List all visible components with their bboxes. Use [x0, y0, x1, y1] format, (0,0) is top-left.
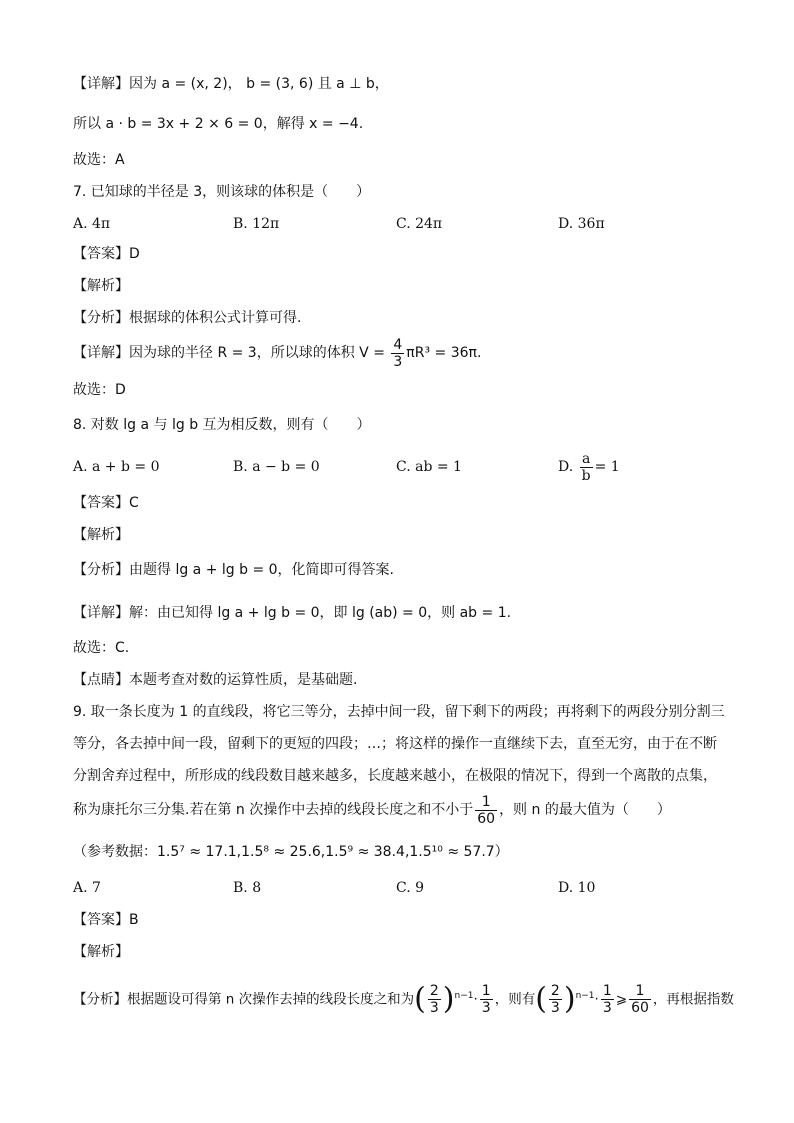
- question-9-analysis-heading: 【解析】: [73, 944, 129, 960]
- fraction-four-thirds: $\frac{4}{3}$: [393, 336, 403, 370]
- question-7-detail: 【详解】因为球的半径 R = 3，所以球的体积 V = $\frac{4}{3}$ πR³ = 36π.: [73, 336, 482, 370]
- fraction-two-thirds-2: $\frac{2}{3}$: [550, 983, 560, 1016]
- question-8-choice: 故选：C.: [73, 640, 130, 656]
- question-7-option-d: D. 36π: [558, 216, 605, 232]
- question-9-analysis: 【分析】根据题设可得第 n 次操作去掉的线段长度之和为( $\frac{2}{3}$ )$^{n-1}$· $\frac{1}{3}$ ，则有( $\frac{2}{3}$ )$^{n-1}$· $\frac{1}{3}$ ⩾ $\frac{1}{60}$ ，再根据指数: [73, 981, 734, 1017]
- question-9-option-b: B. 8: [233, 880, 262, 896]
- question-7-option-c: C. 24π: [396, 216, 443, 232]
- question-9-option-d: D. 10: [558, 880, 596, 896]
- question-7-analysis: 【分析】根据球的体积公式计算可得.: [73, 310, 302, 326]
- question-9-option-c: C. 9: [396, 880, 425, 896]
- fraction-a-over-b: $\frac{a}{b}$: [581, 450, 591, 484]
- question-7-option-a: A. 4π: [73, 216, 111, 232]
- question-8-remark: 【点睛】本题考查对数的运算性质，是基础题.: [73, 672, 358, 688]
- question-8-detail: 【详解】解：由已知得 lg a + lg b = 0，即 lg (ab) = 0，则 ab = 1.: [73, 605, 512, 621]
- solution-line-1: 【详解】因为 a = (x, 2)， b = (3, 6) 且 a ⊥ b，: [73, 76, 389, 92]
- question-8-stem: 8. 对数 lg a 与 lg b 互为相反数，则有（ ）: [73, 417, 371, 433]
- fraction-one-sixtieth-2: $\frac{1}{60}$: [631, 983, 649, 1016]
- question-9-reference-data: （参考数据：1.5⁷ ≈ 17.1,1.5⁸ ≈ 25.6,1.5⁹ ≈ 38.4,1.5¹⁰ ≈ 57.7）: [73, 844, 509, 860]
- question-8-option-c: C. ab = 1: [396, 459, 462, 475]
- question-9-option-a: A. 7: [73, 880, 101, 896]
- fraction-one-third-2: $\frac{1}{3}$: [602, 983, 612, 1016]
- question-7-analysis-heading: 【解析】: [73, 278, 129, 294]
- question-9-line-4: 称为康托尔三分集.若在第 n 次操作中去掉的线段长度之和不小于 $\frac{1}{60}$ ，则 n 的最大值为（ ）: [73, 793, 671, 827]
- fraction-one-third: $\frac{1}{3}$: [481, 983, 491, 1016]
- question-9-answer: 【答案】B: [73, 912, 139, 928]
- question-7-option-b: B. 12π: [233, 216, 280, 232]
- question-8-analysis: 【分析】由题得 lg a + lg b = 0，化简即可得答案.: [73, 562, 394, 578]
- question-8-option-d: D. $\frac{a}{b}$ = 1: [558, 450, 620, 484]
- question-7-stem: 7. 已知球的半径是 3，则该球的体积是（ ）: [73, 184, 371, 200]
- solution-line-2: 所以 a · b = 3x + 2 × 6 = 0，解得 x = −4.: [73, 116, 364, 132]
- question-8-option-b: B. a − b = 0: [233, 459, 320, 475]
- question-7-answer: 【答案】D: [73, 246, 140, 262]
- fraction-two-thirds: $\frac{2}{3}$: [429, 983, 439, 1016]
- question-9-line-2: 等分，各去掉中间一段，留剩下的更短的四段；…；将这样的操作一直继续下去，直至无穷，由于在不断: [73, 736, 717, 752]
- question-7-choice: 故选：D: [73, 382, 126, 398]
- question-9-line-1: 9. 取一条长度为 1 的直线段，将它三等分，去掉中间一段，留下剩下的两段；再将剩下的两段分别分割三: [73, 704, 725, 720]
- question-8-analysis-heading: 【解析】: [73, 527, 129, 543]
- question-9-line-3: 分割舍弃过程中，所形成的线段数目越来越多，长度越来越小，在极限的情况下，得到一个离散的点集，: [73, 768, 717, 784]
- question-8-option-a: A. a + b = 0: [73, 459, 160, 475]
- question-8-answer: 【答案】C: [73, 495, 139, 511]
- choice-line: 故选：A: [73, 152, 125, 168]
- fraction-one-sixtieth: $\frac{1}{60}$: [477, 793, 496, 827]
